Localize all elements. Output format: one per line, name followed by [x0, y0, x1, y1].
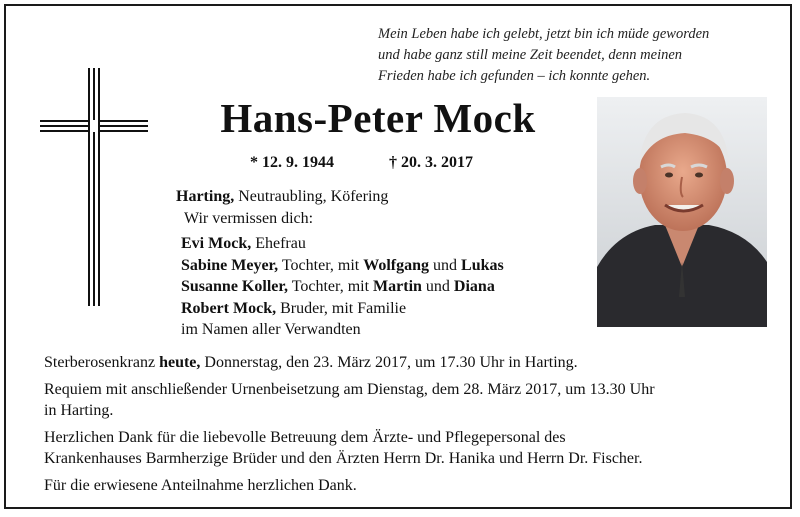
death-date: † 20. 3. 2017: [389, 154, 473, 171]
mourner-row: [176, 298, 596, 320]
life-dates: [250, 154, 530, 172]
requiem-line-2: in Harting.: [44, 402, 114, 419]
requiem-line-1: Requiem mit anschließender Urnenbeisetzung am Dienstag, dem 28. März 2017, um 13.30 Uhr: [44, 381, 655, 398]
service-details: [44, 352, 784, 502]
mourner-row: [176, 255, 596, 277]
relatives-line: im Namen aller Verwandten: [181, 321, 361, 338]
grandchild-name: Wolfgang: [363, 256, 430, 274]
rosary-notice: [44, 352, 784, 373]
requiem-notice: [44, 379, 784, 421]
grandchild-name: Lukas: [461, 256, 504, 274]
family-block: [176, 186, 596, 341]
mourner-row: [176, 276, 596, 298]
deceased-name: Hans-Peter Mock: [220, 95, 536, 141]
conjunction: und: [421, 278, 454, 295]
portrait-image: [597, 97, 767, 327]
verse-line-1: Mein Leben habe ich gelebt, jetzt bin ich müde geworden: [378, 26, 710, 42]
thanks-notice: [44, 427, 784, 469]
memorial-verse: [378, 24, 778, 87]
portrait-photo: [597, 97, 767, 327]
closing-line: Für die erwiesene Anteilnahme herzlichen Dank.: [44, 477, 357, 494]
mourner-relation: Bruder, mit Familie: [276, 299, 407, 317]
miss-line: Wir vermissen dich:: [184, 209, 314, 227]
thanks-line-2: Krankenhauses Barmherzige Brüder und den Ärzten Herrn Dr. Hanika und Herrn Dr. Fischer.: [44, 450, 643, 467]
obituary-notice: [4, 4, 792, 509]
verse-line-3: Frieden habe ich gefunden – ich konnte gehen.: [378, 68, 651, 84]
rosary-details: Donnerstag, den 23. März 2017, um 17.30 Uhr in Harting.: [200, 354, 578, 371]
mourner-relation: Ehefrau: [251, 235, 306, 252]
place-others: Neutraubling, Köfering: [234, 188, 389, 205]
cross-icon: [40, 68, 148, 306]
mourner-name: Robert Mock,: [181, 299, 277, 317]
place-main: Harting,: [176, 188, 235, 205]
places-line: [176, 186, 596, 208]
verse-line-2: und habe ganz still meine Zeit beendet, denn meinen: [378, 47, 683, 63]
mourner-name: Sabine Meyer,: [181, 256, 279, 274]
rosary-today: heute,: [159, 354, 201, 371]
thanks-line-1: Herzlichen Dank für die liebevolle Betreuung dem Ärzte- und Pflegepersonal des: [44, 429, 566, 446]
mourner-relation: Tochter, mit: [288, 278, 374, 295]
rosary-prefix: Sterberosenkranz: [44, 354, 160, 371]
mourner-relation: Tochter, mit: [278, 256, 364, 274]
mourner-row: [176, 233, 596, 255]
grandchild-name: Martin: [373, 278, 422, 295]
mourner-name: Evi Mock,: [181, 235, 252, 252]
birth-date: * 12. 9. 1944: [250, 154, 334, 171]
conjunction: und: [429, 256, 462, 274]
grandchild-name: Diana: [453, 278, 495, 295]
mourner-name: Susanne Koller,: [181, 278, 288, 295]
